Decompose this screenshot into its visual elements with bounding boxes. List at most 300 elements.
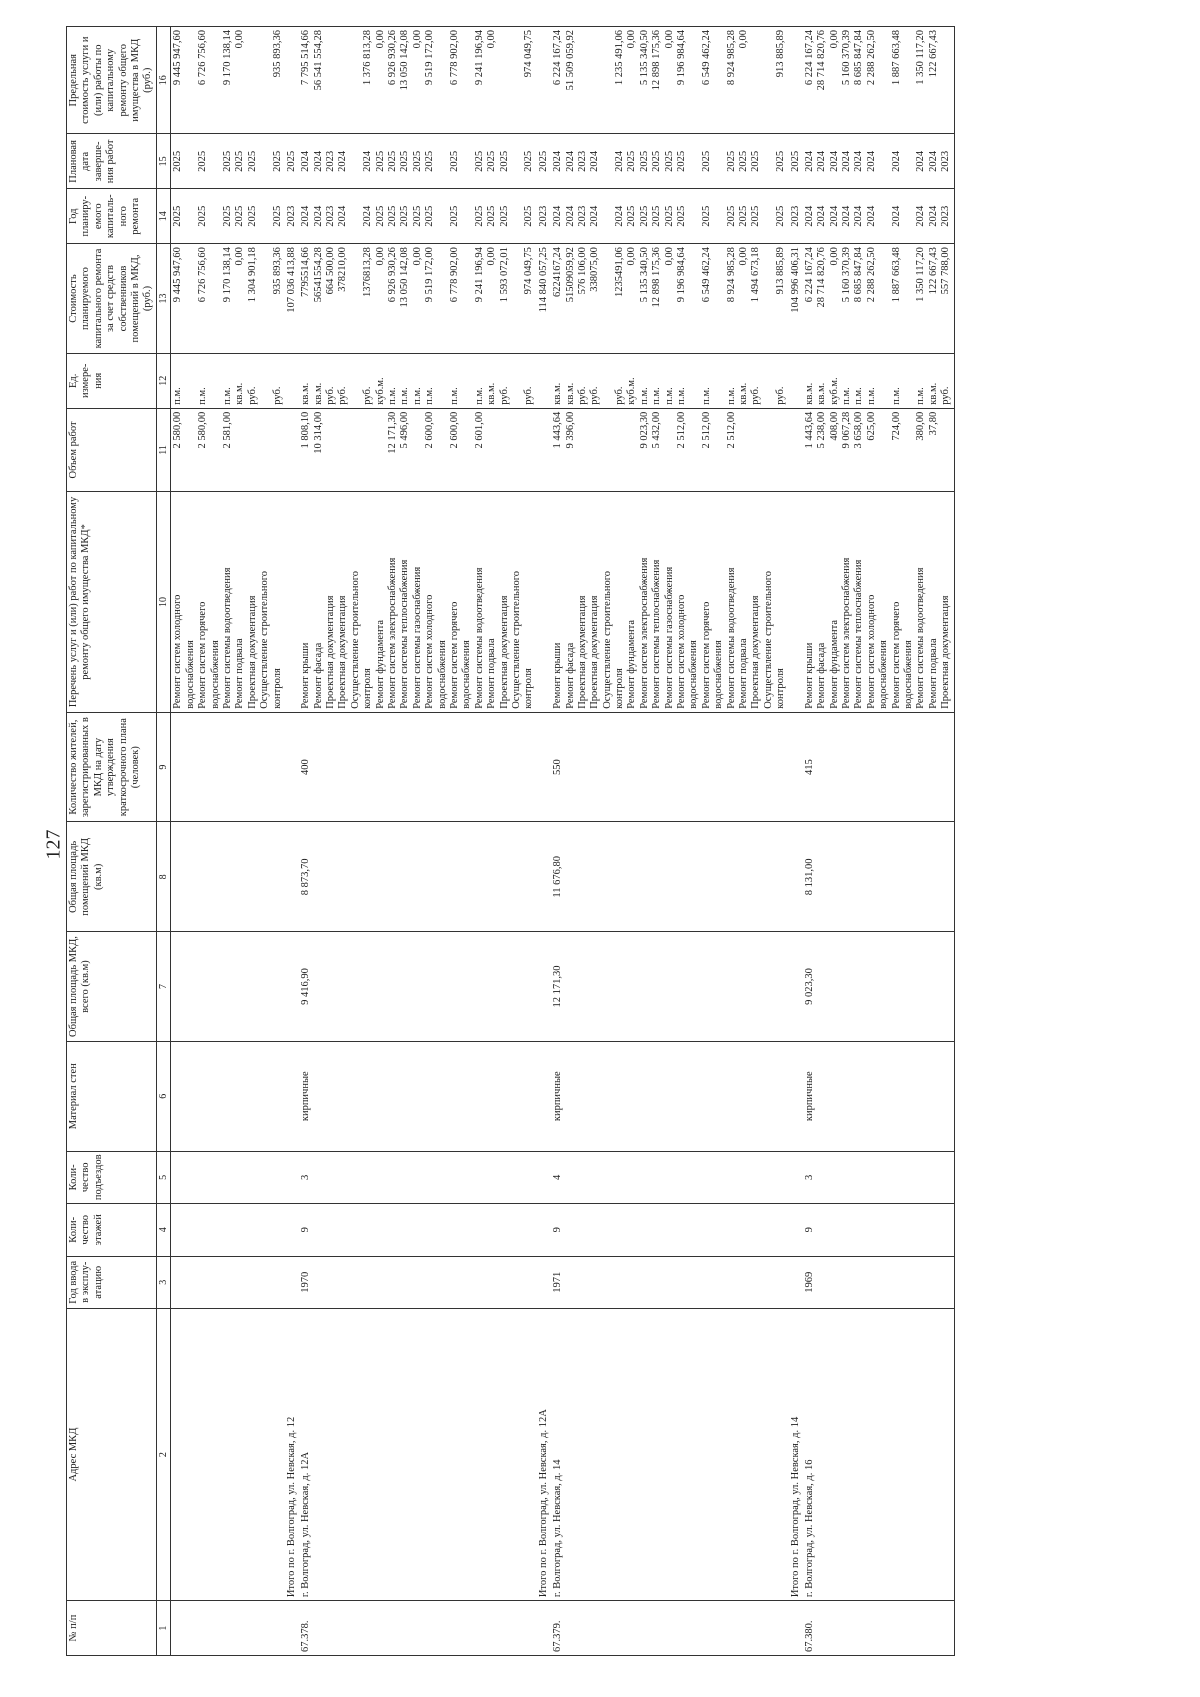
work-unit-line: руб. (940, 386, 952, 405)
total-row (285, 27, 299, 1656)
work-item-line: Ремонт систем холодного (676, 594, 688, 709)
repair-plan-table (66, 26, 955, 1656)
empty-cell (285, 1204, 299, 1256)
work-unit-line: куб.м. (626, 377, 638, 405)
page-number: 127 (42, 829, 65, 860)
residents: 550 (551, 712, 788, 822)
work-item-line: Проектная документация (337, 595, 349, 709)
work-cost-line: 5 135 340,50 (638, 247, 650, 303)
repair-year-line: 2024 (816, 205, 828, 227)
work-item-line: Ремонт системы газоснабжения (663, 566, 675, 709)
work-volume-line: 9 023,30 (638, 411, 650, 449)
completion-year-line: 2025 (424, 150, 436, 172)
work-unit-line (713, 357, 725, 405)
total-end: 2025 (789, 134, 803, 189)
work-volume-line: 9 067,28 (841, 411, 853, 449)
column-number: 14 (156, 189, 171, 244)
work-cost-line: 51509059,92 (564, 247, 576, 303)
limit-cost-line (210, 30, 222, 130)
limit-cost-line (589, 30, 601, 130)
limit-cost-line: 935 893,36 (271, 30, 283, 78)
work-volume-line (259, 412, 271, 488)
empty-cell (789, 408, 803, 491)
work-item-line: Ремонт систем горячего (197, 601, 209, 709)
repair-year-line: 2025 (676, 205, 688, 227)
repair-year-line: 2024 (865, 205, 877, 227)
total-row (789, 27, 803, 1656)
limit-cost-line: 9 445 947,60 (172, 30, 184, 86)
completion-year-line: 2025 (172, 150, 184, 172)
column-number: 12 (156, 353, 171, 408)
repair-year-line (878, 192, 890, 240)
empty-cell (537, 1151, 551, 1203)
work-volume-line (763, 412, 775, 488)
work-unit-line: п.м. (473, 387, 485, 405)
header-row (67, 27, 157, 1656)
completion-year-line (878, 137, 890, 185)
work-unit-line: кв.м. (312, 382, 324, 405)
work-volume-line: 2 512,00 (676, 411, 688, 449)
total-label: Итого по г. Волгоград, ул. Невская, д. 14 (789, 1309, 803, 1601)
column-header: Общая площадь помещений МКД (кв.м) (67, 822, 157, 932)
completion-year-line (350, 137, 362, 185)
rooms-area: 8 873,70 (299, 822, 536, 932)
column-number: 5 (156, 1151, 171, 1203)
work-unit-line (185, 357, 197, 405)
work-volume-line: 10 314,00 (312, 411, 324, 454)
repair-year-line: 2024 (362, 205, 374, 227)
empty-cell (285, 1041, 299, 1151)
work-item-line: Ремонт фасада (816, 642, 828, 709)
repair-year-line (713, 192, 725, 240)
residents (171, 712, 285, 822)
column-header: № п/п (67, 1601, 157, 1656)
completion-year-line (461, 137, 473, 185)
column-header: Ед. измере-ния (67, 353, 157, 408)
limit-cost-line (763, 30, 775, 130)
work-cost-line (185, 247, 197, 350)
wall-material: кирпичные (299, 1041, 536, 1151)
column-header: Объем работ (67, 408, 157, 491)
work-cost-line: 557 788,00 (940, 247, 952, 295)
work-volume-line (461, 412, 473, 488)
work-item-line: водоснабжения (461, 640, 473, 709)
residents: 415 (803, 712, 954, 822)
limit-cost (299, 27, 536, 134)
completion-year-line: 2024 (915, 150, 927, 172)
limit-cost-line (602, 30, 614, 130)
empty-cell (789, 27, 803, 134)
limit-cost-line (337, 30, 349, 130)
repair-year-line: 2025 (638, 205, 650, 227)
row-number (789, 1601, 803, 1656)
work-unit-line: п.м. (197, 387, 209, 405)
work-item-line: Проектная документация (940, 595, 952, 709)
column-number: 9 (156, 712, 171, 822)
empty-cell (285, 822, 299, 932)
empty-cell (537, 353, 551, 408)
column-header: Коли-чество подъездов (67, 1151, 157, 1203)
limit-cost-line: 5 160 370,39 (841, 30, 853, 86)
work-item-line: Ремонт системы водоотведения (221, 567, 233, 709)
work-cost-line: 338075,00 (589, 247, 601, 292)
limit-cost (171, 27, 285, 134)
work-item-line: Ремонт системы водоотведения (473, 567, 485, 709)
work-unit (299, 353, 536, 408)
repair-year-line (602, 192, 614, 240)
work-cost-line: 9 196 984,64 (676, 247, 688, 303)
work-cost (803, 244, 954, 354)
limit-cost-line: 28 714 820,76 (816, 30, 828, 91)
completion-year-line: 2025 (725, 150, 737, 172)
work-cost-line: 1 350 117,20 (915, 247, 927, 302)
work-item-line: контроля (614, 668, 626, 709)
work-cost-line (763, 247, 775, 350)
work-cost-line: 6 726 756,60 (197, 247, 209, 303)
repair-year-line: 2024 (841, 205, 853, 227)
work-volume-line (437, 412, 449, 488)
repair-year-line: 2025 (197, 205, 209, 227)
work-cost-line: 0,00 (411, 247, 423, 266)
completion-year-line: 2023 (576, 150, 588, 172)
work-volume-line (325, 412, 337, 488)
work-item-line: Ремонт фасада (564, 642, 576, 709)
completion-year-line: 2025 (775, 150, 787, 172)
entrances: 3 (299, 1151, 536, 1203)
work-item-line: Ремонт подвала (737, 638, 749, 709)
work-unit-line: руб. (325, 386, 337, 405)
work-unit-line: п.м. (725, 387, 737, 405)
work-volume-line: 2 512,00 (700, 411, 712, 449)
limit-cost-line: 1 887 663,48 (890, 30, 902, 86)
repair-year-line: 2024 (589, 205, 601, 227)
empty-cell (789, 1204, 803, 1256)
work-item-line: контроля (362, 668, 374, 709)
work-cost (551, 244, 788, 354)
work-cost-line: 0,00 (234, 247, 246, 266)
repair-year-line: 2025 (626, 205, 638, 227)
repair-year-line: 2024 (312, 205, 324, 227)
limit-cost-line (247, 30, 259, 130)
work-item-line: Ремонт системы водоотведения (725, 567, 737, 709)
work-cost-line (350, 247, 362, 350)
work-volume-line (750, 412, 762, 488)
address: г. Волгоград, ул. Невская, д. 14 (551, 1309, 788, 1601)
total-end: 2025 (285, 134, 299, 189)
work-unit-line (350, 357, 362, 405)
limit-cost-line (437, 30, 449, 130)
work-cost-line: 378210,00 (337, 247, 349, 292)
repair-year-line (763, 192, 775, 240)
work-volume-line (185, 412, 197, 488)
repair-year-line: 2024 (803, 205, 815, 227)
work-unit-line: п.м. (853, 387, 865, 405)
limit-cost-line: 0,00 (374, 30, 386, 49)
work-unit-line: руб. (337, 386, 349, 405)
work-volume-line: 5 238,00 (816, 411, 828, 449)
rooms-area: 8 131,00 (803, 822, 954, 932)
repair-year-line (210, 192, 222, 240)
work-unit-line: п.м. (221, 387, 233, 405)
work-item-line: Ремонт систем электроснабжения (841, 557, 853, 709)
completion-year-line: 2024 (927, 150, 939, 172)
work-item-line: Ремонт систем электроснабжения (638, 557, 650, 709)
work-unit-line (259, 357, 271, 405)
work-cost-line (878, 247, 890, 350)
work-unit-line: руб. (576, 386, 588, 405)
work-unit-line: руб. (775, 386, 787, 405)
repair-year-line: 2023 (576, 205, 588, 227)
limit-cost-line: 0,00 (626, 30, 638, 49)
work-item-line: Ремонт систем горячего (700, 601, 712, 709)
completion-year (171, 134, 285, 189)
work-unit (803, 353, 954, 408)
empty-cell (789, 1041, 803, 1151)
repair-year-line: 2025 (473, 205, 485, 227)
limit-cost-line: 9 241 196,94 (473, 30, 485, 86)
total-label: Итого по г. Волгоград, ул. Невская, д. 12А (537, 1309, 551, 1601)
limit-cost-line: 6 778 902,00 (449, 30, 460, 86)
column-number: 4 (156, 1204, 171, 1256)
completion-year-line: 2025 (638, 150, 650, 172)
empty-cell (537, 1041, 551, 1151)
work-cost-line: 0,00 (626, 247, 638, 266)
work-volume-line: 2 601,00 (473, 411, 485, 449)
column-number: 3 (156, 1256, 171, 1308)
work-volume (551, 408, 788, 491)
limit-cost-line (940, 30, 952, 130)
work-volume-line: 625,00 (865, 411, 877, 441)
work-cost (171, 244, 285, 354)
repair-year-line (437, 192, 449, 240)
limit-cost-line (325, 30, 337, 130)
work-unit-line: кв.м. (927, 382, 939, 405)
work-volume-line: 37,80 (927, 411, 939, 436)
wall-material (171, 1041, 285, 1151)
empty-cell (789, 353, 803, 408)
repair-year (171, 189, 285, 244)
total-row (537, 27, 551, 1656)
address: г. Волгоград, ул. Невская, д. 12А (299, 1309, 536, 1601)
work-item-line: Ремонт подвала (927, 638, 939, 709)
work-unit-line: п.м. (663, 387, 675, 405)
repair-year-line: 2024 (927, 205, 939, 227)
work-volume (299, 408, 536, 491)
limit-cost-line: 0,00 (486, 30, 498, 49)
work-unit-line: кв.м. (234, 382, 246, 405)
work-unit-line (461, 357, 473, 405)
work-volume-line (247, 412, 259, 488)
column-number: 13 (156, 244, 171, 354)
work-cost-line: 5 160 370,39 (841, 247, 853, 303)
total-area: 9 416,90 (299, 932, 536, 1042)
column-header: Перечень услуг и (или) работ по капитальному ремонту общего имущества МКД* (67, 492, 157, 713)
table-row (803, 27, 954, 1656)
work-volume-line (614, 412, 626, 488)
limit-cost-line: 1 376 813,28 (362, 30, 374, 86)
completion-year-line: 2024 (589, 150, 601, 172)
work-unit-line: кв.м. (552, 382, 564, 405)
repair-year-line: 2024 (915, 205, 927, 227)
work-cost-line: 0,00 (486, 247, 498, 266)
work-cost-line: 9 241 196,94 (473, 247, 485, 303)
limit-cost-line: 9 196 984,64 (676, 30, 688, 86)
work-cost-line: 576 106,00 (576, 247, 588, 295)
work-cost-line: 0,00 (663, 247, 675, 266)
work-item-line: Ремонт подвала (234, 638, 246, 709)
limit-cost-line (461, 30, 473, 130)
work-item-line: Ремонт крыши (300, 642, 312, 709)
work-volume (803, 408, 954, 491)
column-number: 1 (156, 1601, 171, 1656)
limit-cost-line: 8 924 985,28 (725, 30, 737, 86)
limit-cost-line (259, 30, 271, 130)
empty-cell (789, 492, 803, 713)
completion-year-line: 2025 (246, 150, 258, 172)
table-header (67, 27, 171, 1656)
completion-year-line (437, 137, 449, 185)
completion-year-line: 2025 (626, 150, 638, 172)
work-volume-line: 3 658,00 (853, 411, 865, 449)
work-cost-line (437, 247, 449, 350)
work-volume-line: 380,00 (915, 411, 927, 441)
work-volume-line (664, 412, 676, 488)
completion-year-line: 2025 (486, 150, 498, 172)
work-volume-line (337, 412, 349, 488)
limit-cost-line (511, 30, 523, 130)
floors: 9 (551, 1204, 788, 1256)
work-item-line: Ремонт фасада (312, 642, 324, 709)
repair-year-line: 2025 (725, 205, 737, 227)
work-cost-line: 0,00 (828, 247, 840, 266)
work-volume-line (486, 412, 498, 488)
repair-year-line: 2023 (325, 205, 337, 227)
work-unit-line: руб. (523, 386, 535, 405)
work-volume-line: 724,00 (890, 411, 902, 441)
empty-cell (285, 27, 299, 134)
work-cost-line: 2 288 262,50 (865, 247, 877, 303)
work-unit-line: кв.м. (737, 382, 749, 405)
work-volume-line (499, 412, 511, 488)
completion-year-line: 2025 (197, 150, 209, 172)
work-item (803, 492, 954, 713)
rooms-area: 11 676,80 (551, 822, 788, 932)
repair-year-line: 2025 (374, 205, 386, 227)
work-unit-line: руб. (246, 386, 258, 405)
repair-year-line: 2025 (172, 205, 184, 227)
completion-year (803, 134, 954, 189)
wall-material: кирпичные (803, 1041, 954, 1151)
work-item-line: Осуществление строительного (259, 570, 271, 709)
limit-cost-line: 1 350 117,20 (915, 30, 927, 85)
repair-year-line: 2025 (424, 205, 436, 227)
limit-cost-line: 2 288 262,50 (865, 30, 877, 86)
completion-year-line: 2024 (890, 150, 902, 172)
work-unit-line: кв.м. (816, 382, 828, 405)
work-cost-line: 1 304 901,18 (246, 247, 258, 303)
limit-cost-line: 5 135 340,50 (638, 30, 650, 86)
total-year: 2023 (789, 189, 803, 244)
work-cost-line: 0,00 (737, 247, 749, 266)
work-volume-line (350, 412, 362, 488)
floors: 9 (803, 1204, 954, 1256)
work-cost-line: 9 445 947,60 (172, 247, 184, 303)
completion-year-line: 2025 (750, 150, 762, 172)
completion-year-line (259, 137, 271, 185)
completion-year-line: 2025 (737, 150, 749, 172)
column-header: Общая площадь МКД, всего (кв.м) (67, 932, 157, 1042)
entrances: 3 (803, 1151, 954, 1203)
work-unit-line (210, 357, 222, 405)
empty-cell (285, 492, 299, 713)
completion-year-line: 2025 (411, 150, 423, 172)
work-cost-line (688, 247, 700, 350)
work-item-line: Ремонт систем горячего (449, 601, 460, 709)
repair-year-line: 2025 (651, 205, 663, 227)
work-volume-line (878, 412, 890, 488)
work-item-line: Ремонт системы водоотведения (915, 567, 927, 709)
work-item-line: Ремонт фундамента (828, 619, 840, 709)
work-cost-line: 664 500,00 (325, 247, 337, 295)
work-volume-line (412, 412, 424, 488)
repair-year-line: 2025 (387, 205, 399, 227)
repair-year-line: 2025 (523, 205, 535, 227)
work-unit-line: п.м. (865, 387, 877, 405)
work-unit-line: руб. (362, 386, 374, 405)
work-item (551, 492, 788, 713)
work-cost-line: 1 494 673,18 (750, 247, 762, 303)
repair-year-line (511, 192, 523, 240)
repair-year-line (688, 192, 700, 240)
work-cost-line (903, 247, 915, 350)
work-unit-line: руб. (589, 386, 601, 405)
limit-cost-line: 0,00 (234, 30, 246, 49)
table-row (551, 27, 788, 1656)
work-item-line: Осуществление строительного (762, 570, 774, 709)
work-unit (171, 353, 285, 408)
limit-cost-line (713, 30, 725, 130)
total-cost: 104 996 406,31 (789, 244, 803, 354)
work-item-line: Ремонт систем холодного (424, 594, 436, 709)
limit-cost-line: 1 235 491,06 (614, 30, 626, 86)
completion-year-line: 2024 (362, 150, 374, 172)
limit-cost (803, 27, 954, 134)
work-cost-line: 1235491,06 (614, 247, 626, 298)
work-unit-line: кв.м. (564, 382, 576, 405)
repair-year-line: 2025 (411, 205, 423, 227)
work-unit-line: руб. (271, 386, 283, 405)
repair-year-line: 2025 (775, 205, 787, 227)
work-volume-line (234, 412, 246, 488)
work-item (171, 492, 285, 713)
column-header: Предельная стоимость услуги и (или) работы по капитальному ремонту общего имущества в МКД (руб.) (67, 27, 157, 134)
total-year: 2023 (285, 189, 299, 244)
column-header: Коли-чество этажей (67, 1204, 157, 1256)
work-unit-line: п.м. (449, 387, 460, 405)
completion-year-line: 2024 (803, 150, 815, 172)
repair-year-line: 2025 (486, 205, 498, 227)
work-unit-line: руб. (614, 386, 626, 405)
work-item-line: Ремонт систем холодного (172, 594, 184, 709)
work-volume-line (903, 412, 915, 488)
work-volume-line: 5 432,00 (651, 411, 663, 449)
work-unit-line: п.м. (424, 387, 436, 405)
work-cost-line (259, 247, 271, 350)
address (171, 1309, 285, 1601)
entrances (171, 1151, 285, 1203)
column-header: Стоимость планируемого капитального ремонта за счет средств собственников помещений в МКД, (руб.) (67, 244, 157, 354)
limit-cost-line: 6 224 167,24 (552, 30, 564, 86)
